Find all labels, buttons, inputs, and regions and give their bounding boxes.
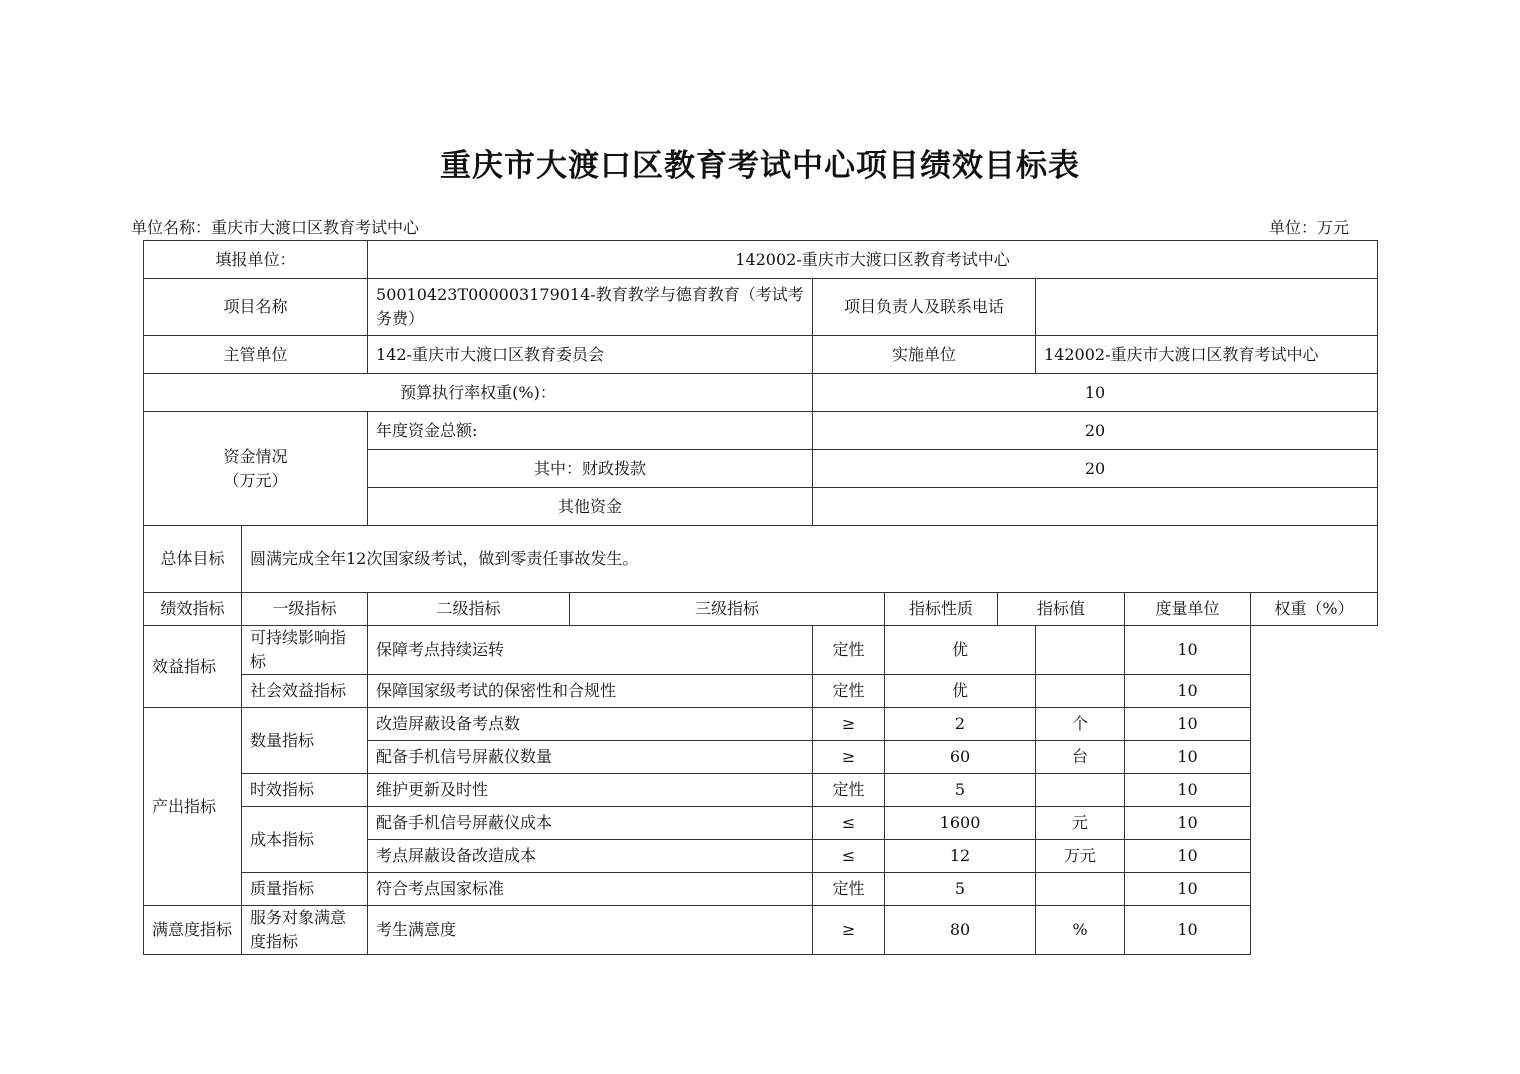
header-level2: 二级指标 bbox=[368, 593, 570, 626]
indicator-value: 60 bbox=[885, 741, 1036, 774]
implementer-label: 实施单位 bbox=[813, 336, 1036, 374]
level3-indicator: 配备手机信号屏蔽仪成本 bbox=[368, 807, 813, 840]
level3-indicator: 维护更新及时性 bbox=[368, 774, 813, 807]
level3-indicator: 保障考点持续运转 bbox=[368, 626, 813, 675]
contact bbox=[1036, 279, 1378, 336]
weight: 10 bbox=[1125, 708, 1251, 741]
weight: 10 bbox=[1125, 774, 1251, 807]
level3-indicator: 配备手机信号屏蔽仪数量 bbox=[368, 741, 813, 774]
measure-unit bbox=[1036, 626, 1125, 675]
goal-label: 总体目标 bbox=[144, 526, 242, 593]
header-unit: 度量单位 bbox=[1125, 593, 1251, 626]
implementer: 142002-重庆市大渡口区教育考试中心 bbox=[1036, 336, 1378, 374]
perf-label: 绩效指标 bbox=[144, 593, 242, 626]
indicator-value: 12 bbox=[885, 840, 1036, 873]
level3-indicator: 考点屏蔽设备改造成本 bbox=[368, 840, 813, 873]
goal: 圆满完成全年12次国家级考试，做到零责任事故发生。 bbox=[242, 526, 1378, 593]
funds-unit: （万元） bbox=[223, 470, 288, 490]
level1-indicator: 产出指标 bbox=[144, 708, 242, 906]
header-weight: 权重（%） bbox=[1251, 593, 1378, 626]
measure-unit: 万元 bbox=[1036, 840, 1125, 873]
level2-indicator: 质量指标 bbox=[242, 873, 368, 906]
performance-table bbox=[143, 240, 1378, 955]
table-row bbox=[144, 873, 1378, 906]
contact-label: 项目负责人及联系电话 bbox=[813, 279, 1036, 336]
measure-unit: 元 bbox=[1036, 807, 1125, 840]
indicator-nature: ≤ bbox=[813, 840, 885, 873]
indicator-nature: 定性 bbox=[813, 626, 885, 675]
header-level1: 一级指标 bbox=[242, 593, 368, 626]
indicator-value: 2 bbox=[885, 708, 1036, 741]
table-row bbox=[144, 626, 1378, 675]
table-row bbox=[144, 807, 1378, 840]
table-row bbox=[144, 708, 1378, 741]
fiscal-label: 其中：财政拨款 bbox=[368, 450, 813, 488]
other-funds-label: 其他资金 bbox=[368, 488, 813, 526]
supervisor-label: 主管单位 bbox=[144, 336, 368, 374]
currency-unit: 单位：万元 bbox=[1269, 218, 1350, 237]
project-name-label: 项目名称 bbox=[144, 279, 368, 336]
fiscal: 20 bbox=[813, 450, 1378, 488]
measure-unit bbox=[1036, 873, 1125, 906]
indicator-value: 5 bbox=[885, 873, 1036, 906]
fill-unit: 142002-重庆市大渡口区教育考试中心 bbox=[368, 241, 1378, 279]
measure-unit: % bbox=[1036, 906, 1125, 955]
measure-unit: 台 bbox=[1036, 741, 1125, 774]
budget-weight-label: 预算执行率权重(%)： bbox=[144, 374, 813, 412]
other-funds bbox=[813, 488, 1378, 526]
level1-indicator: 满意度指标 bbox=[144, 906, 242, 955]
indicator-value: 5 bbox=[885, 774, 1036, 807]
level2-indicator: 时效指标 bbox=[242, 774, 368, 807]
indicator-value: 优 bbox=[885, 626, 1036, 675]
indicator-value: 优 bbox=[885, 675, 1036, 708]
level3-indicator: 保障国家级考试的保密性和合规性 bbox=[368, 675, 813, 708]
level2-indicator: 成本指标 bbox=[242, 807, 368, 873]
indicator-nature: ≥ bbox=[813, 906, 885, 955]
indicator-value: 80 bbox=[885, 906, 1036, 955]
indicator-nature: 定性 bbox=[813, 774, 885, 807]
indicator-nature: 定性 bbox=[813, 675, 885, 708]
table-row bbox=[144, 906, 1378, 955]
weight: 10 bbox=[1125, 807, 1251, 840]
indicator-value: 1600 bbox=[885, 807, 1036, 840]
header-level3: 三级指标 bbox=[570, 593, 885, 626]
level2-indicator: 数量指标 bbox=[242, 708, 368, 774]
measure-unit bbox=[1036, 675, 1125, 708]
weight: 10 bbox=[1125, 626, 1251, 675]
level3-indicator: 考生满意度 bbox=[368, 906, 813, 955]
indicator-nature: ≥ bbox=[813, 708, 885, 741]
level2-indicator: 可持续影响指标 bbox=[242, 626, 368, 675]
measure-unit bbox=[1036, 774, 1125, 807]
level2-indicator: 服务对象满意度指标 bbox=[242, 906, 368, 955]
project-name: 50010423T000003179014-教育教学与德育教育（考试考务费） bbox=[368, 279, 813, 336]
page-title: 重庆市大渡口区教育考试中心项目绩效目标表 bbox=[440, 148, 1080, 184]
weight: 10 bbox=[1125, 741, 1251, 774]
budget-weight: 10 bbox=[813, 374, 1378, 412]
header-nature: 指标性质 bbox=[885, 593, 998, 626]
funds-title: 资金情况 bbox=[223, 446, 288, 466]
annual-total: 20 bbox=[813, 412, 1378, 450]
level2-indicator: 社会效益指标 bbox=[242, 675, 368, 708]
weight: 10 bbox=[1125, 675, 1251, 708]
indicator-nature: 定性 bbox=[813, 873, 885, 906]
unit-name: 单位名称：重庆市大渡口区教育考试中心 bbox=[131, 218, 420, 237]
weight: 10 bbox=[1125, 873, 1251, 906]
indicator-nature: ≤ bbox=[813, 807, 885, 840]
weight: 10 bbox=[1125, 840, 1251, 873]
annual-total-label: 年度资金总额: bbox=[368, 412, 813, 450]
level3-indicator: 符合考点国家标准 bbox=[368, 873, 813, 906]
measure-unit: 个 bbox=[1036, 708, 1125, 741]
indicator-nature: ≥ bbox=[813, 741, 885, 774]
level1-indicator: 效益指标 bbox=[144, 626, 242, 708]
table-row bbox=[144, 675, 1378, 708]
header-value: 指标值 bbox=[998, 593, 1125, 626]
supervisor: 142-重庆市大渡口区教育委员会 bbox=[368, 336, 813, 374]
level3-indicator: 改造屏蔽设备考点数 bbox=[368, 708, 813, 741]
table-row bbox=[144, 774, 1378, 807]
funds-label bbox=[144, 412, 368, 526]
fill-unit-label: 填报单位： bbox=[144, 241, 368, 279]
weight: 10 bbox=[1125, 906, 1251, 955]
